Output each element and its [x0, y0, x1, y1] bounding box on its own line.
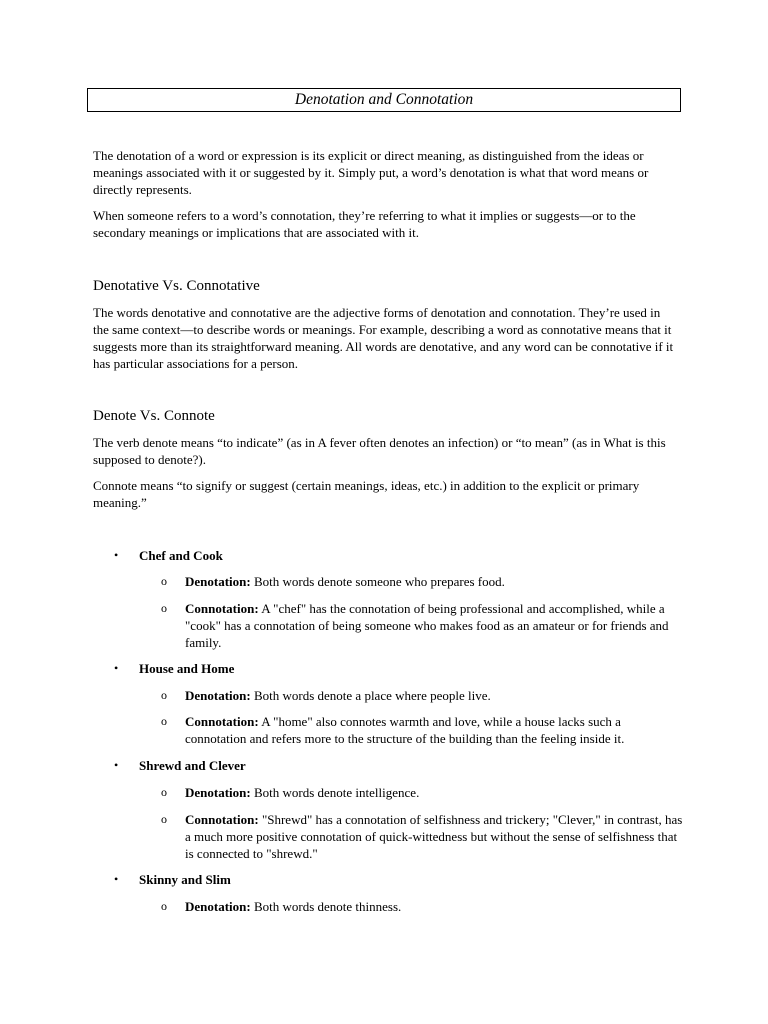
- denotation-item-house-home: [185, 687, 685, 704]
- connotation-item-chef-cook: [185, 600, 685, 651]
- connotation-label: Connotation:: [185, 601, 259, 616]
- connotation-label: Connotation:: [185, 714, 259, 729]
- denotation-text: Both words denote a place where people live.: [250, 688, 491, 703]
- denotation-text: Both words denote intelligence.: [250, 785, 420, 800]
- denotation-label: Denotation:: [185, 574, 251, 589]
- sub-bullet-icon: o: [161, 601, 167, 615]
- bullet-icon: •: [114, 661, 119, 675]
- bullet-icon: •: [114, 548, 119, 562]
- sub-bullet-icon: o: [161, 899, 167, 913]
- example-label-chef-cook: Chef and Cook: [139, 548, 223, 563]
- example-label-skinny-slim: Skinny and Slim: [139, 872, 231, 887]
- denotation-label: Denotation:: [185, 785, 251, 800]
- section2-body: [93, 434, 678, 511]
- section2-paragraph-2: Connote means “to signify or suggest (certain meanings, ideas, etc.) in addition to the explicit or primary meaning.”: [93, 478, 640, 510]
- section-heading-denote-vs-connote: Denote Vs. Connote: [93, 408, 215, 424]
- sub-bullet-icon: o: [161, 785, 167, 799]
- example-label-shrewd-clever: Shrewd and Clever: [139, 758, 246, 773]
- connotation-label: Connotation:: [185, 812, 259, 827]
- connotation-item-house-home: [185, 713, 685, 747]
- connotation-text: A "home" also connotes warmth and love, while a house lacks such a connotation and refers more to the structure of the building than the feeling inside it.: [185, 714, 625, 746]
- denotation-item-skinny-slim: [185, 898, 685, 915]
- sub-bullet-icon: o: [161, 812, 167, 826]
- section1-paragraph-1: The words denotative and connotative are the adjective forms of denotation and connotation. They’re used in the same context—to describe words or meanings. For example, describing a word as connotative means that it suggests more than its straightforward meaning. All words are denotative, and any word can be connotative if it has particular associations for a person.: [93, 305, 674, 371]
- intro-paragraph-1: The denotation of a word or expression is its explicit or direct meaning, as distinguished from the ideas or meanings associated with it or suggested by it. Simply put, a word’s denotation is what that word means or directly represents.: [93, 148, 649, 197]
- denotation-label: Denotation:: [185, 688, 251, 703]
- connotation-item-shrewd-clever: [185, 811, 685, 862]
- denotation-label: Denotation:: [185, 899, 251, 914]
- section1-body: [93, 304, 678, 372]
- sub-bullet-icon: o: [161, 574, 167, 588]
- bullet-icon: •: [114, 758, 119, 772]
- sub-bullet-icon: o: [161, 688, 167, 702]
- bullet-icon: •: [114, 872, 119, 886]
- intro-section: [93, 147, 678, 241]
- denotation-text: Both words denote thinness.: [250, 899, 402, 914]
- page-title: Denotation and Connotation: [87, 88, 681, 112]
- section2-paragraph-1: The verb denote means “to indicate” (as in A fever often denotes an infection) or “to mean” (as in What is this supposed to denote?).: [93, 435, 666, 467]
- section-heading-denotative-vs-connotative: Denotative Vs. Connotative: [93, 278, 260, 294]
- example-label-house-home: House and Home: [139, 661, 235, 676]
- sub-bullet-icon: o: [161, 714, 167, 728]
- connotation-text: A "chef" has the connotation of being professional and accomplished, while a "cook" has a connotation of being someone who makes food as an amateur or for friends and family.: [185, 601, 669, 650]
- denotation-item-shrewd-clever: [185, 784, 685, 801]
- denotation-text: Both words denote someone who prepares food.: [250, 574, 505, 589]
- connotation-text: "Shrewd" has a connotation of selfishness and trickery; "Clever," in contrast, has a much more positive connotation of quick-wittedness but without the sense of selfishness that is connected to "shrewd.": [185, 812, 683, 861]
- intro-paragraph-2: When someone refers to a word’s connotation, they’re referring to what it implies or suggests—or to the secondary meanings or implications that are associated with it.: [93, 208, 636, 240]
- denotation-item-chef-cook: [185, 573, 685, 590]
